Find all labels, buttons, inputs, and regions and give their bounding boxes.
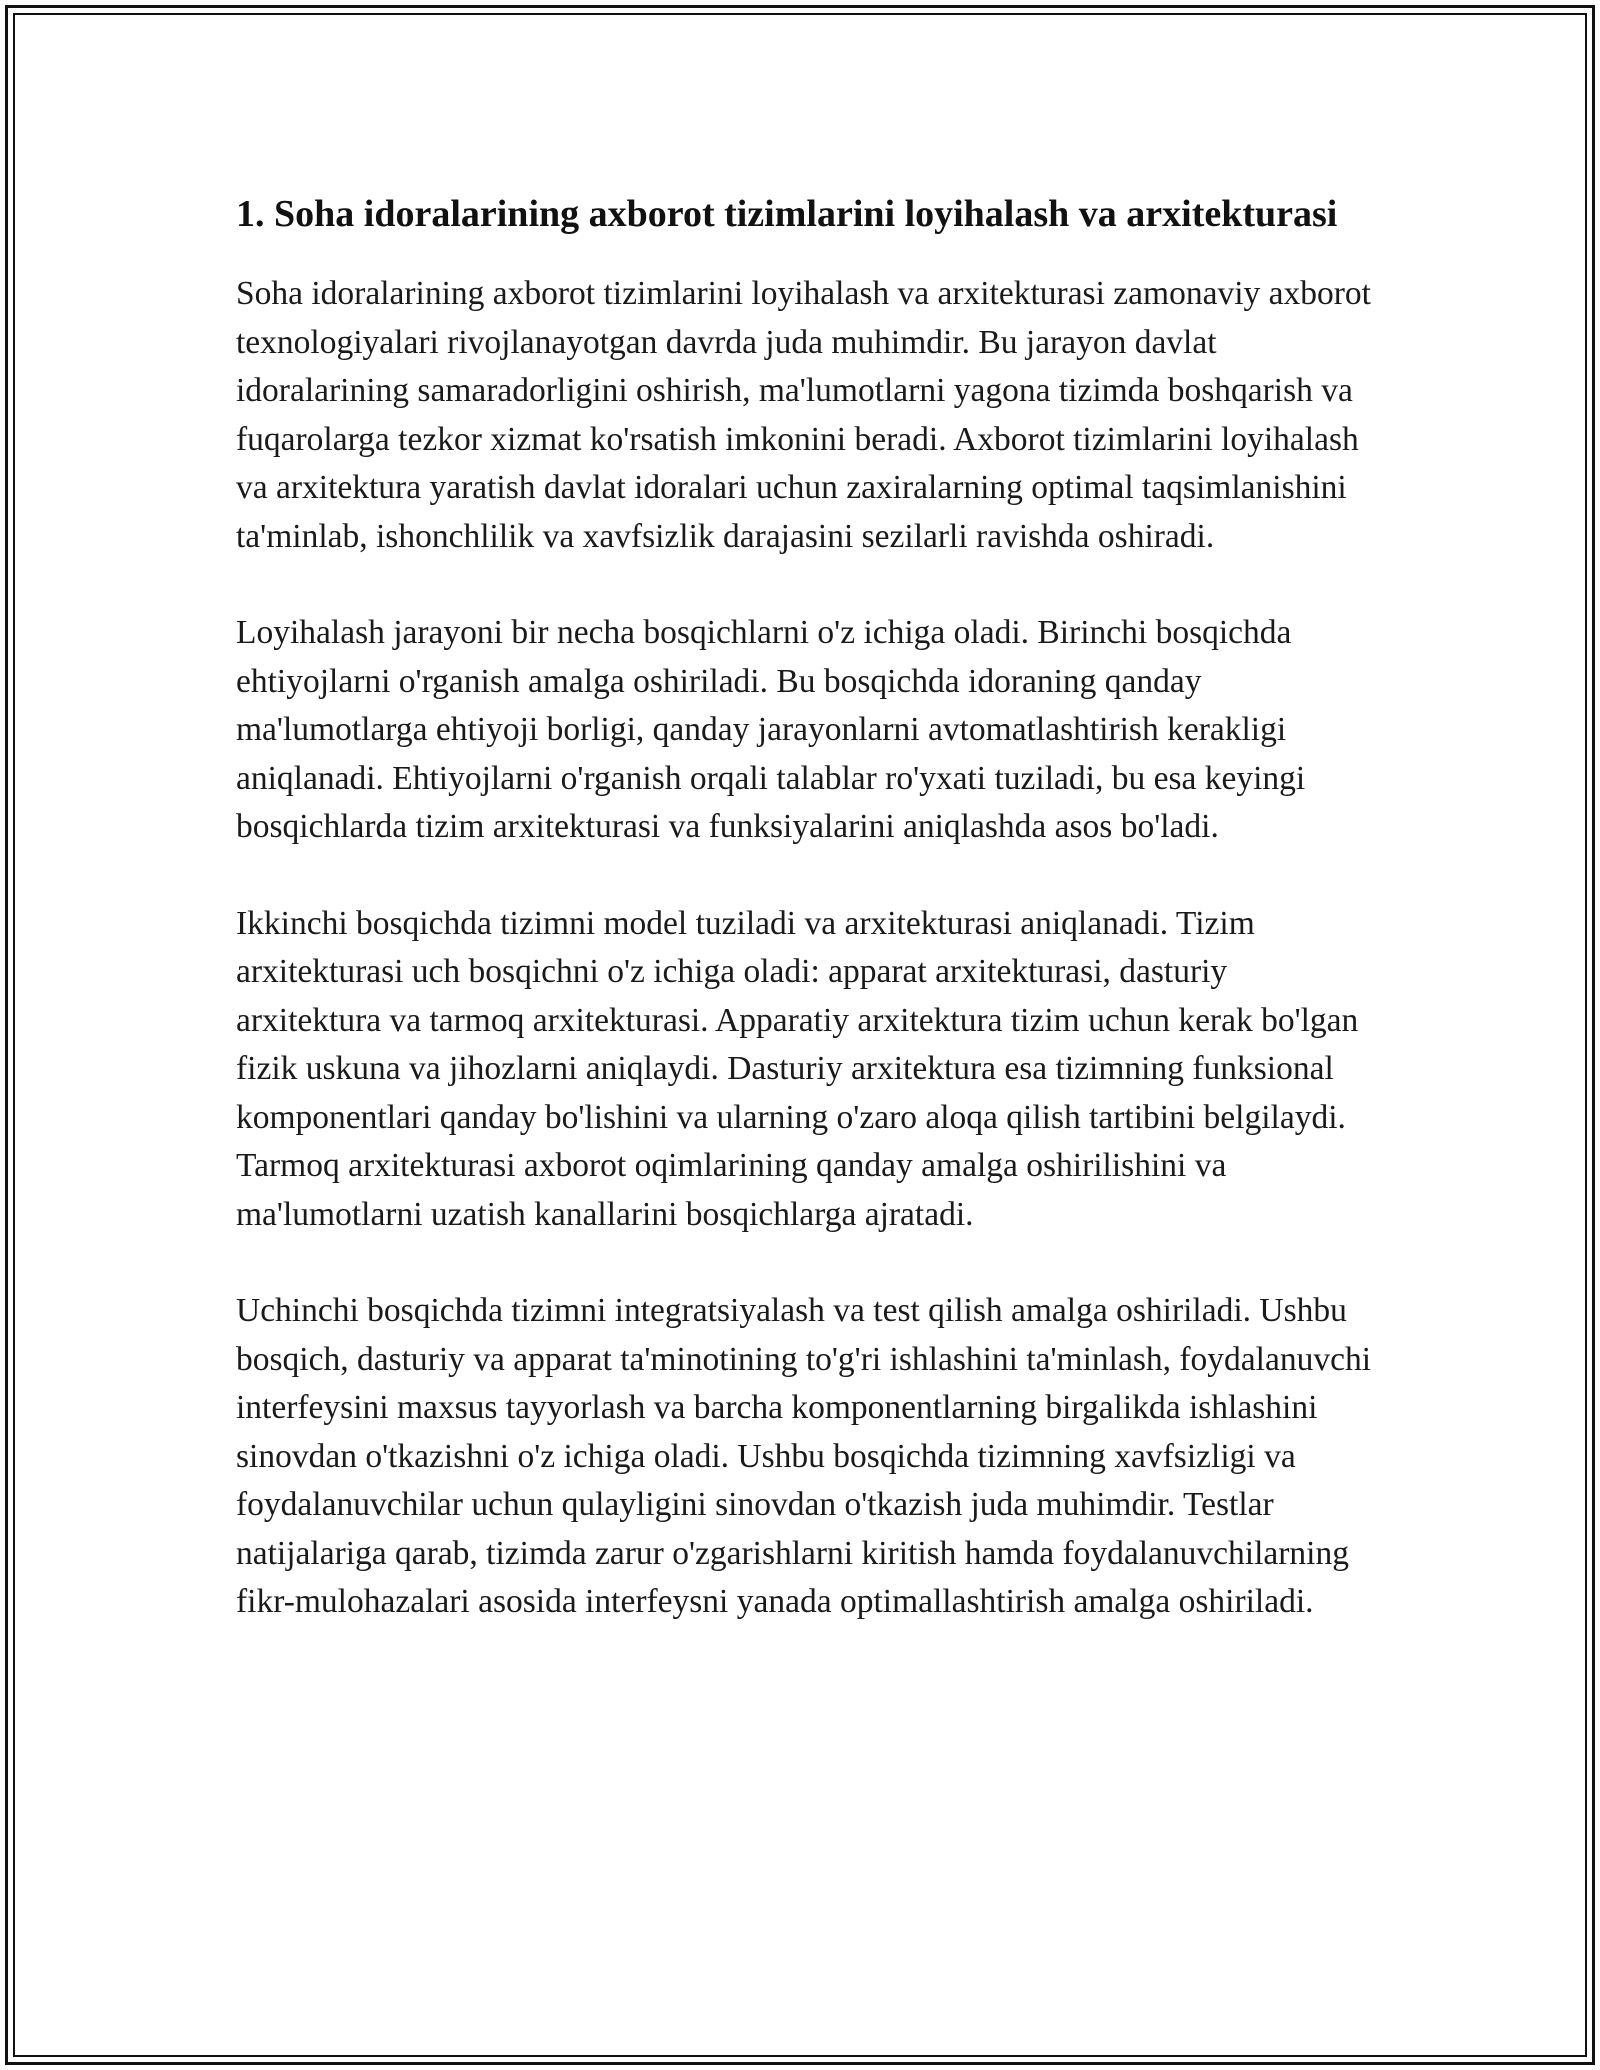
paragraph-second-stage: Ikkinchi bosqichda tizimni model tuziladi va arxitekturasi aniqlanadi. Tizim arxitekturasi uch bosqichni o'z ichiga oladi: apparat arxitekturasi, dasturiy arxitektura va tarmoq arxitekturasi. Apparatiy arxitektura tizim uchun kerak bo'lgan fizik uskuna va jihozlarni aniqlaydi. Dasturiy arxitektura esa tizimning funksional komponentlari qanday bo'lishini va ularning o'zaro aloqa qilish tartibini belgilaydi. Tarmoq arxitekturasi axborot oqimlarining qanday amalga oshirilishini va ma'lumotlarni uzatish kanallarini bosqichlarga ajratadi. (236, 904, 1359, 1233)
paragraph-third-stage: Uchinchi bosqichda tizimni integratsiyalash va test qilish amalga oshiriladi. Ushbu bosqich, dasturiy va apparat ta'minotining to'g'ri ishlashini ta'minlash, foydalanuvchi interfeysini maxsus tayyorlash va barcha komponentlarning birgalikda ishlashini sinovdan o'tkazishni o'z ichiga oladi. Ushbu bosqichda tizimning xavfsizligi va foydalanuvchilar uchun qulayligini sinovdan o'tkazish juda muhimdir. Testlar natijalariga qarab, tizimda zarur o'zgarishlarni kiritish hamda foydalanuvchilarning fikr-mulohazalari asosida interfeysni yanada optimallashtirish amalga oshiriladi. (236, 1292, 1372, 1620)
section-heading: 1. Soha idoralarining axborot tizimlarini loyihalash va arxitekturasi (236, 193, 1338, 235)
paragraph-first-stage: Loyihalash jarayoni bir necha bosqichlarni o'z ichiga oladi. Birinchi bosqichda ehtiyojlarni o'rganish amalga oshiriladi. Bu bosqichda idoraning qanday ma'lumotlarga ehtiyoji borligi, qanday jarayonlarni avtomatlashtirish kerakligi aniqlanadi. Ehtiyojlarni o'rganish orqali talablar ro'yxati tuziladi, bu esa keyingi bosqichlarda tizim arxitekturasi va funksiyalarini aniqlashda asos bo'ladi. (236, 614, 1306, 845)
document-body (236, 186, 1376, 1675)
paragraph-intro: Soha idoralarining axborot tizimlarini loyihalash va arxitekturasi zamonaviy axborot texnologiyalari rivojlanayotgan davrda juda muhimdir. Bu jarayon davlat idoralarining samaradorligini oshirish, ma'lumotlarni yagona tizimda boshqarish va fuqarolarga tezkor xizmat ko'rsatish imkonini beradi. Axborot tizimlarini loyihalash va arxitektura yaratish davlat idoralari uchun zaxiralarning optimal taqsimlanishini ta'minlab, ishonchlilik va xavfsizlik darajasini sezilarli ravishda oshiradi. (236, 275, 1371, 555)
